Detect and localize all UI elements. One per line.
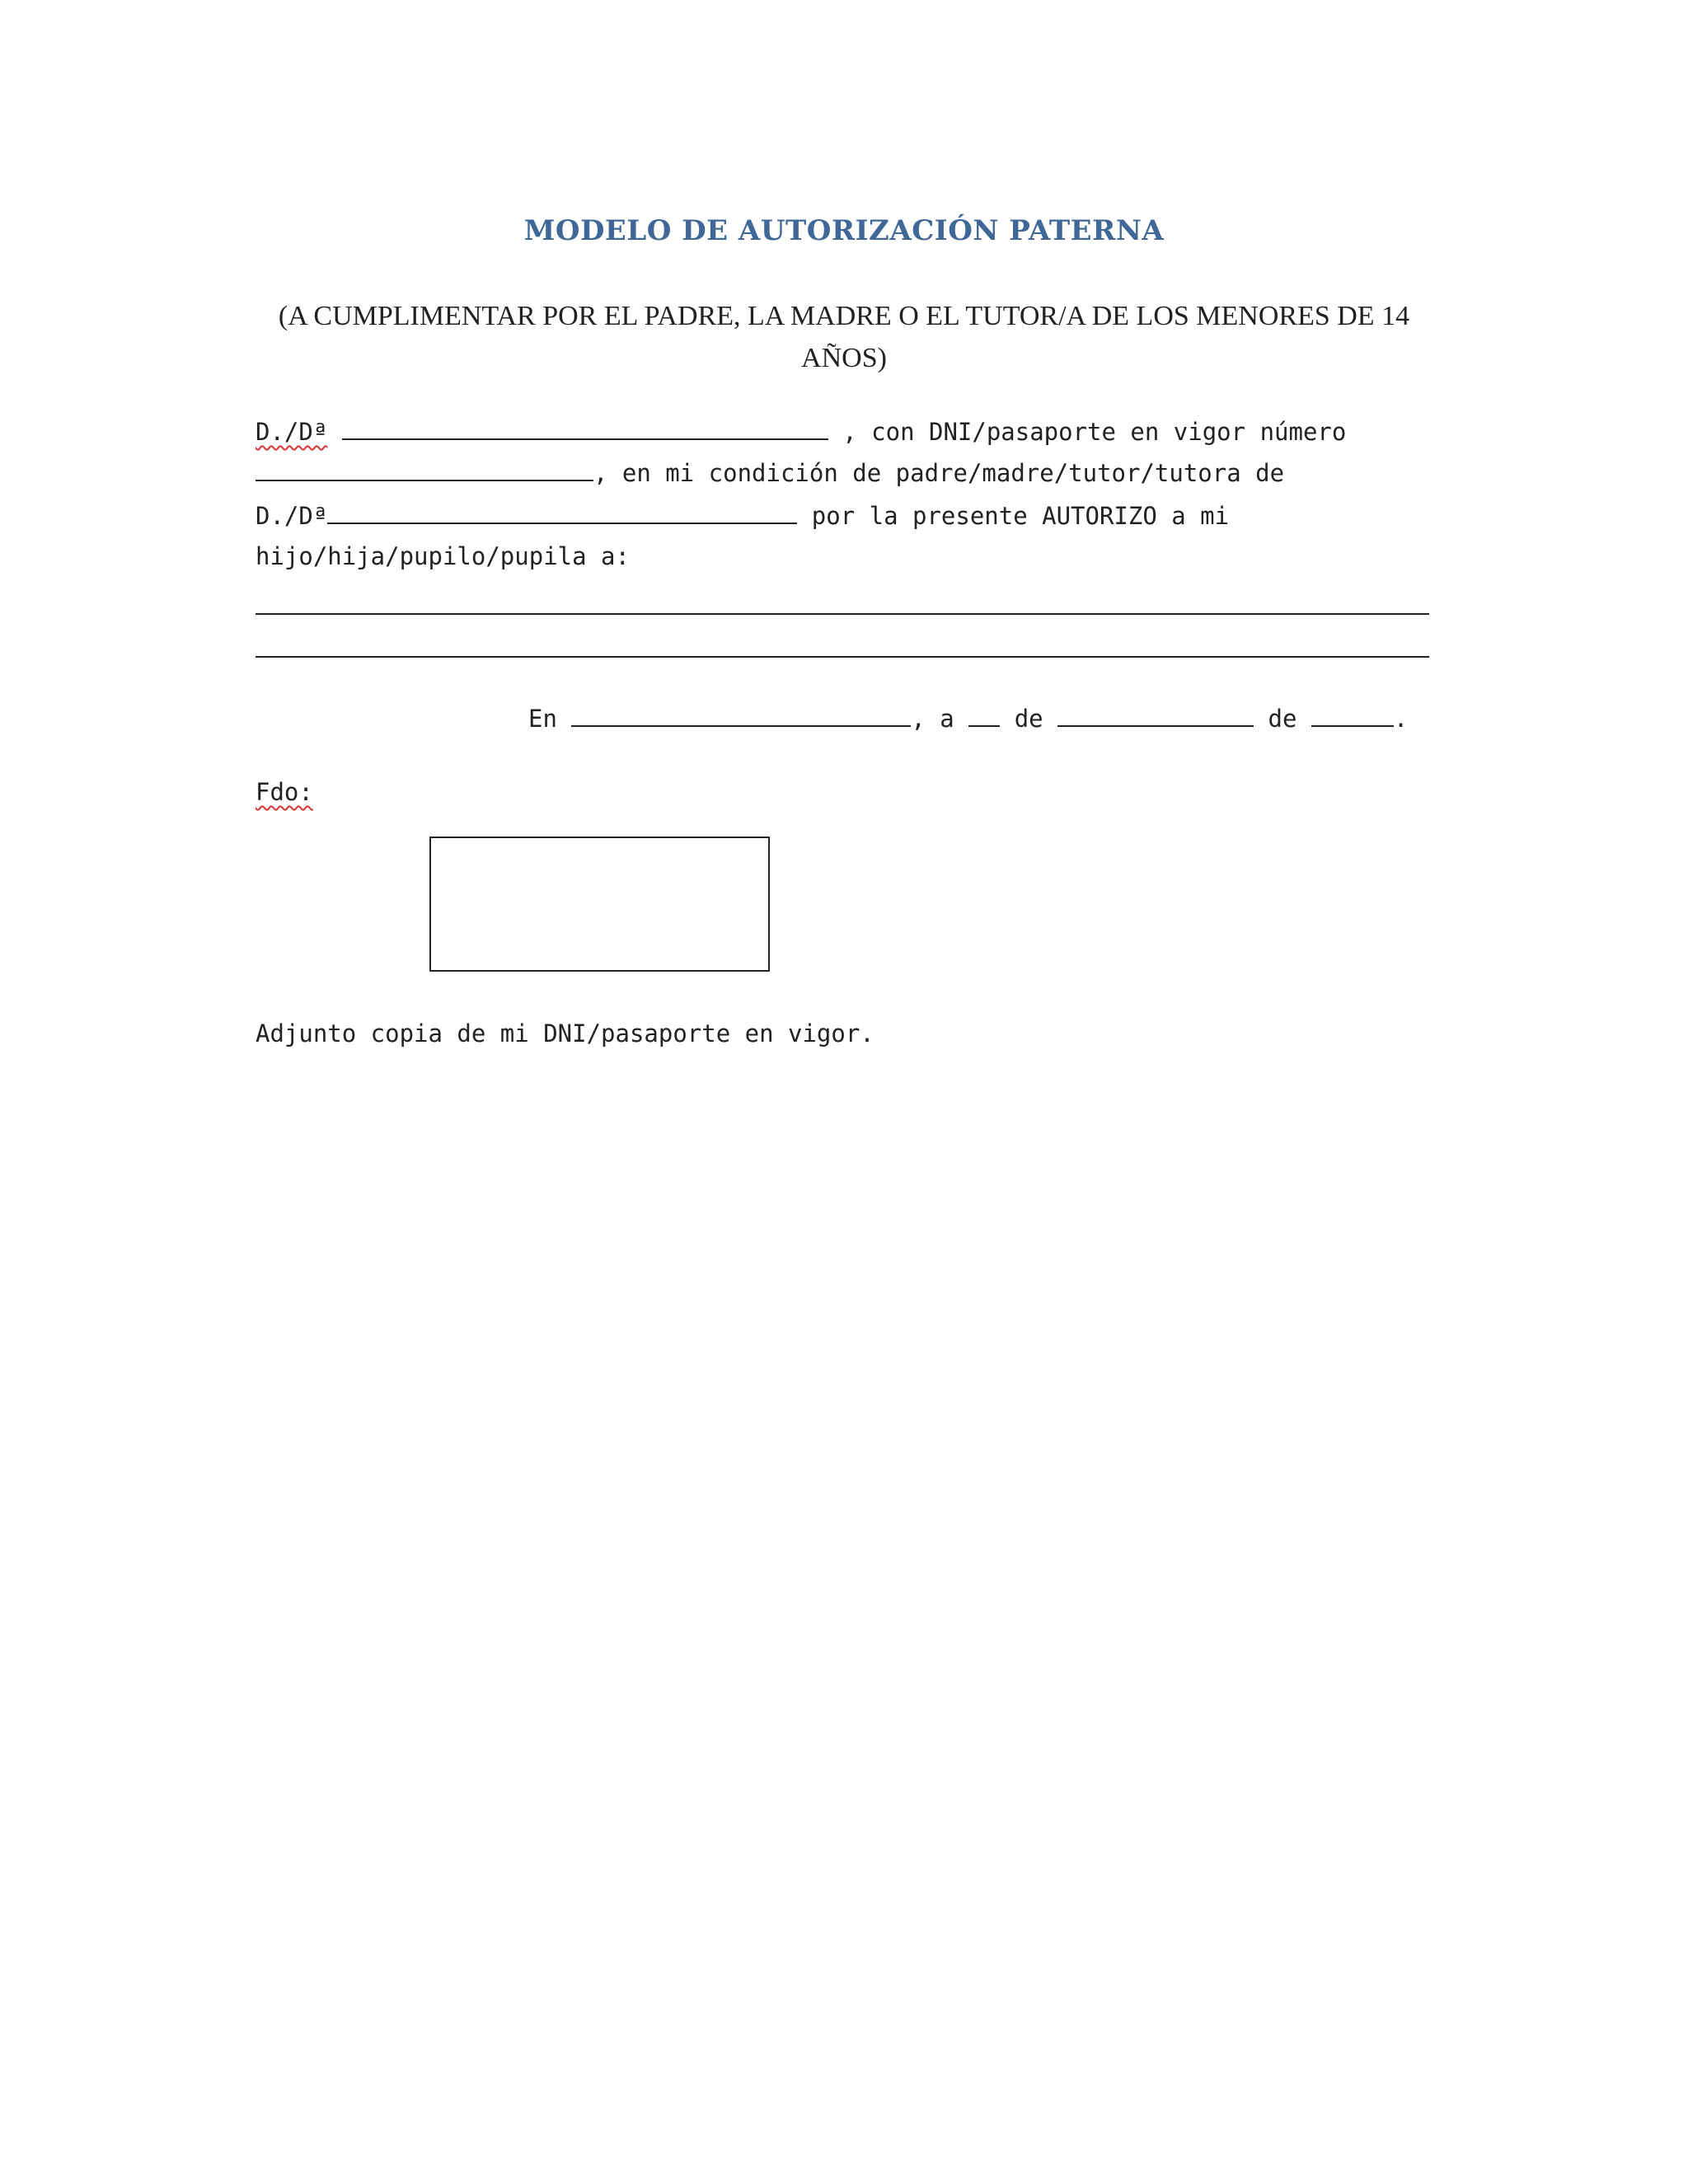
signature-box[interactable] [429, 837, 770, 972]
minor-name-blank[interactable] [327, 498, 797, 524]
form-line-3 [256, 498, 1229, 531]
line3-text: por la presente AUTORIZO a mi [797, 502, 1230, 530]
document-title: MODELO DE AUTORIZACIÓN PATERNA [523, 214, 1165, 247]
day-blank[interactable] [968, 701, 1000, 727]
date-de-label-2: de [1254, 705, 1311, 733]
line1-text: , con DNI/pasaporte en vigor número [828, 418, 1347, 446]
date-en-label: En [528, 705, 572, 733]
form-line-2 [256, 455, 1284, 488]
prefix-dda: D./Dª [256, 418, 328, 446]
attachment-note: Adjunto copia de mi DNI/pasaporte en vigor. [256, 1019, 874, 1047]
line2-text: , en mi condición de padre/madre/tutor/tutora de [593, 459, 1285, 487]
place-blank[interactable] [571, 701, 911, 727]
signature-line [256, 776, 313, 808]
form-line-4 [256, 540, 630, 573]
year-blank[interactable] [1311, 701, 1394, 727]
dni-number-blank[interactable] [256, 455, 593, 481]
activity-blank-1[interactable] [256, 613, 1429, 615]
signature-label: Fdo: [256, 778, 313, 806]
date-a-label: , a [911, 705, 969, 733]
date-line [528, 701, 1408, 733]
activity-blank-2[interactable] [256, 656, 1429, 658]
document-subtitle: (A CUMPLIMENTAR POR EL PADRE, LA MADRE O EL TUTOR/A DE LOS MENORES DE 14 AÑOS) [278, 301, 1410, 373]
name-blank[interactable] [342, 414, 828, 440]
month-blank[interactable] [1057, 701, 1254, 727]
date-end: . [1393, 705, 1409, 733]
attachment-line [256, 1017, 874, 1050]
form-line-1 [256, 414, 1346, 447]
date-de-label-1: de [1000, 705, 1058, 733]
prefix-dda-2: D./Dª [256, 502, 328, 530]
line4-text: hijo/hija/pupilo/pupila a: [256, 542, 630, 570]
